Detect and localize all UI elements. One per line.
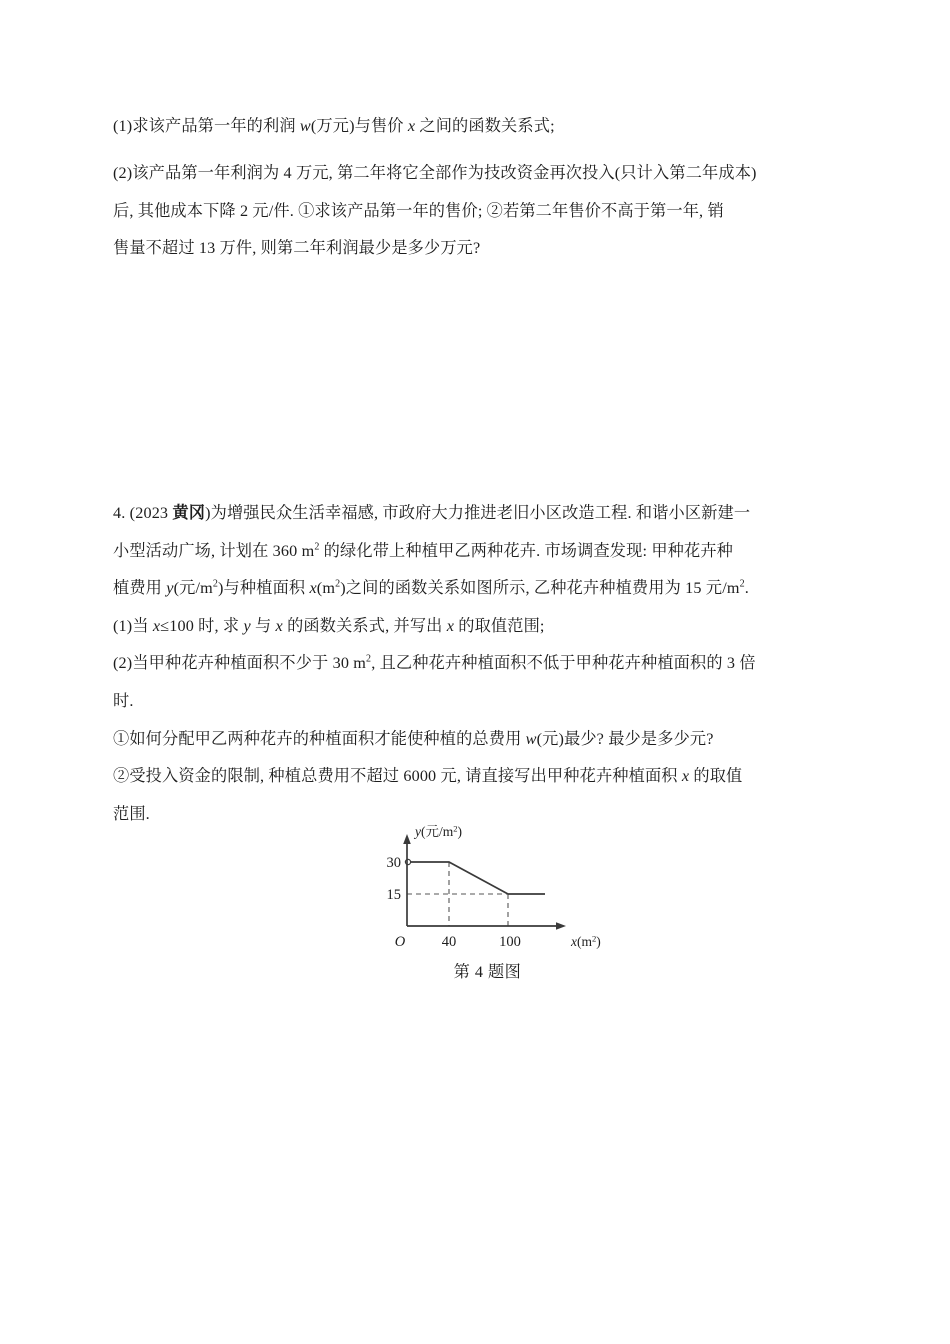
question-4-line-2: 小型活动广场, 计划在 360 $m^2$ 的绿化带上种植甲乙两种花卉. 市场调查发现: 甲种花卉种 [113, 541, 734, 560]
question-3-line-3: 后, 其他成本下降 2 元/件. ①求该产品第一年的售价; ②若第二年售价不高于第一年, 销 [113, 201, 724, 220]
question-4-line-1: 4. (2023 黄冈)为增强民众生活幸福感, 市政府大力推进老旧小区改造工程. 和谐小区新建一 [113, 504, 751, 522]
y-axis-arrowhead [403, 834, 411, 844]
question-4-line-3: 植费用 y(元$/m^2$)与种植面积 $x(m^2)$之间的函数关系如图所示, 乙种花卉种植费用为 15 元$/m^2$. [113, 578, 749, 598]
question-4 [113, 495, 883, 833]
x-tick-label-100: 100 [499, 934, 521, 950]
question-4-source-place: 黄冈 [172, 504, 206, 522]
question-4-line-6: 时. [113, 691, 134, 710]
question-3-line-1: (1)求该产品第一年的利润 w(万元)与售价 x 之间的函数关系式; [113, 117, 555, 135]
y-axis-label: y(元$/m^2$) [415, 823, 463, 839]
cost-function-curve [407, 862, 545, 894]
question-3-line-2: (2)该产品第一年利润为 4 万元, 第二年将它全部作为技改资金再次投入(只计入第二年成本) [113, 164, 757, 182]
question-4-line-5: (2)当甲种花卉种植面积不少于 30 $m^2$, 且乙种花卉种植面积不低于甲种花卉种植面积的 3 倍 [113, 653, 756, 673]
x-axis-arrowhead [556, 922, 566, 930]
x-axis-label: $x(m^2)$ [571, 933, 601, 949]
question-4-line-8: ②受投入资金的限制, 种植总费用不超过 6000 元, 请直接写出甲种花卉种植面积 x 的取值 [113, 767, 743, 786]
question-3-part-2 [113, 155, 883, 268]
question-4-line-9: 范围. [113, 804, 150, 823]
question-3-part-1 [113, 108, 883, 146]
x-tick-label-40: 40 [441, 934, 457, 950]
y-tick-label-15: 15 [386, 887, 401, 903]
question-4-line-7: ①如何分配甲乙两种花卉的种植面积才能使种植的总费用 w(元)最少? 最少是多少元? [113, 729, 714, 748]
y-tick-label-30: 30 [386, 855, 401, 871]
origin-label: O [394, 934, 406, 950]
figure-caption: 第 4 题图 [453, 963, 522, 981]
question-4-line-4: (1)当 x≤100 时, 求 y 与 x 的函数关系式, 并写出 x 的取值范围; [113, 616, 545, 635]
question-3-line-4: 售量不超过 13 万件, 则第二年利润最少是多少万元? [113, 239, 481, 258]
